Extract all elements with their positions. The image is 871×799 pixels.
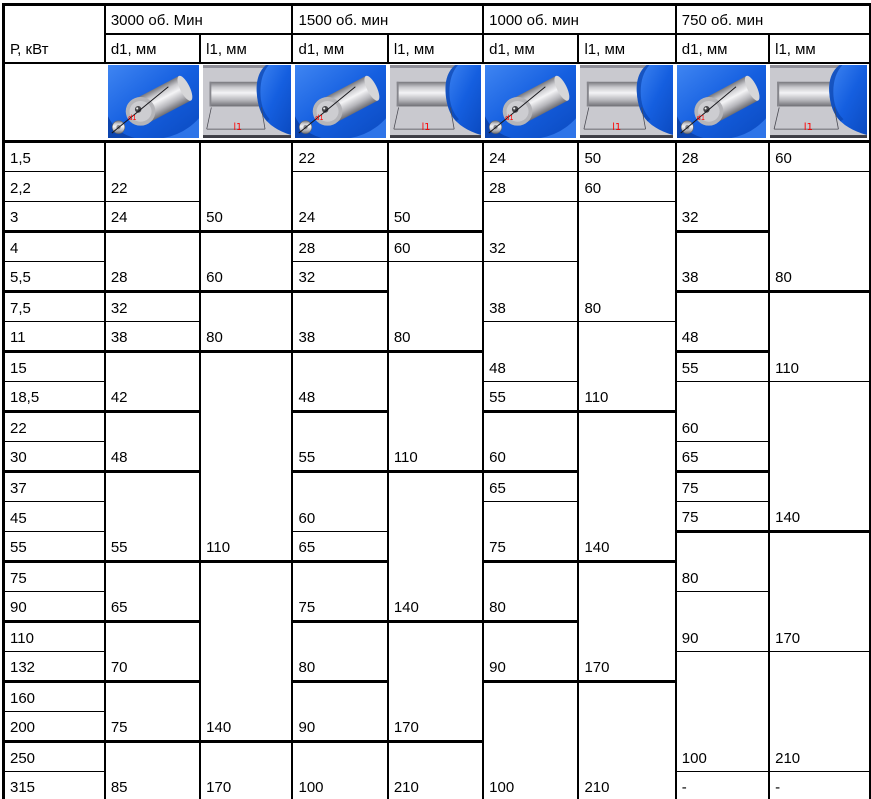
- d1-value-cell: 75: [676, 471, 769, 501]
- power-cell: 110: [4, 621, 105, 651]
- d1-value-cell: 28: [676, 141, 769, 171]
- backdrop-bottom-edge: [770, 135, 867, 138]
- l1-value-cell: 140: [200, 561, 292, 741]
- d1-dimension-label: d1: [696, 113, 705, 122]
- l1-value-cell: 170: [578, 561, 675, 681]
- power-cell: 315: [4, 771, 105, 799]
- l1-header-750: l1, мм: [769, 34, 870, 63]
- d1-value-cell: 22: [292, 141, 387, 171]
- l1-value-cell: 80: [200, 291, 292, 351]
- power-cell: 90: [4, 591, 105, 621]
- power-cell: 75: [4, 561, 105, 591]
- motor-shaft-l1-image: [201, 64, 293, 140]
- shaft-center-hole-glint: [513, 107, 515, 109]
- d1-value-cell: 90: [292, 681, 387, 741]
- dimension-header-row: [4, 34, 871, 63]
- d1-dimension-label: d1: [128, 113, 137, 122]
- power-cell: 37: [4, 471, 105, 501]
- d1-value-cell: 32: [676, 171, 769, 231]
- speed-header-1500: 1500 об. мин: [292, 5, 483, 34]
- backdrop-bottom-edge: [390, 135, 481, 138]
- table-row: [4, 351, 871, 381]
- l1-value-cell: 170: [769, 531, 870, 651]
- l1-value-cell: 210: [769, 651, 870, 771]
- power-cell: 160: [4, 681, 105, 711]
- d1-value-cell: -: [676, 771, 769, 799]
- d1-value-cell: 75: [483, 501, 578, 561]
- power-cell: 11: [4, 321, 105, 351]
- speed-header-3000: 3000 об. Мин: [105, 5, 293, 34]
- d1-value-cell: 55: [292, 411, 387, 471]
- d1-value-cell: 60: [292, 471, 387, 531]
- d1-header-750: d1, мм: [676, 34, 769, 63]
- table-row: [4, 471, 871, 501]
- power-cell: 4: [4, 231, 105, 261]
- l1-value-cell: -: [769, 771, 870, 799]
- image-row-body: [4, 63, 871, 142]
- d1-value-cell: 38: [292, 291, 387, 351]
- d1-value-cell: 70: [105, 621, 200, 681]
- d1-value-cell: 38: [483, 261, 578, 321]
- d1-value-cell: 100: [483, 681, 578, 799]
- d1-value-cell: 28: [105, 231, 200, 291]
- l1-dimension-label: l1: [421, 121, 431, 133]
- d1-value-cell: 48: [676, 291, 769, 351]
- power-cell: 22: [4, 411, 105, 441]
- d1-header-3000: d1, мм: [105, 34, 200, 63]
- l1-header-1000: l1, мм: [578, 34, 675, 63]
- d1-header-1500: d1, мм: [292, 34, 387, 63]
- table-row: [4, 231, 871, 261]
- power-cell: 45: [4, 501, 105, 531]
- motor-shaft-d1-image: [106, 64, 201, 140]
- d1-value-cell: 38: [105, 321, 200, 351]
- d1-value-cell: 55: [483, 381, 578, 411]
- power-cell: 3: [4, 201, 105, 231]
- l1-value-cell: 110: [388, 351, 483, 471]
- d1-value-cell: 55: [105, 471, 200, 561]
- table-header: [4, 5, 871, 63]
- l1-dimension-label: l1: [612, 121, 622, 133]
- d1-value-cell: 80: [483, 561, 578, 621]
- d1-dimension-label: d1: [315, 113, 324, 122]
- l1-value-cell: 110: [200, 351, 292, 561]
- shaft-left-cap: [209, 81, 211, 106]
- d1-value-cell: 90: [483, 621, 578, 681]
- d1-value-cell: 75: [292, 561, 387, 621]
- speed-header-750: 750 об. мин: [676, 5, 871, 34]
- backdrop-bottom-edge: [580, 135, 673, 138]
- l1-dimension-label: l1: [803, 121, 814, 133]
- speed-header-row: [4, 5, 871, 34]
- shaft-center-hole-glint: [705, 107, 707, 109]
- d1-value-cell: 60: [483, 411, 578, 471]
- table-row: [4, 141, 871, 171]
- power-column-header: Р, кВт: [4, 5, 105, 63]
- l1-header-1500: l1, мм: [388, 34, 483, 63]
- d1-value-cell: 48: [105, 411, 200, 471]
- motor-shaft-d1-image: [675, 64, 768, 140]
- shaft-dimensions-table: [2, 3, 871, 799]
- d1-value-cell: 22: [105, 141, 200, 201]
- power-cell: 15: [4, 351, 105, 381]
- d1-value-cell: 48: [292, 351, 387, 411]
- shaft-center-hole-glint: [323, 107, 325, 109]
- d1-value-cell: 80: [292, 621, 387, 681]
- d1-value-cell: 80: [676, 531, 769, 591]
- l1-value-cell: 210: [578, 681, 675, 799]
- shaft-side-view: [397, 81, 453, 106]
- d1-value-cell: 55: [676, 351, 769, 381]
- l1-value-cell: 50: [200, 141, 292, 231]
- power-cell: 55: [4, 531, 105, 561]
- motor-shaft-l1-image: [578, 64, 675, 140]
- l1-value-cell: 170: [200, 741, 292, 799]
- shaft-images-cell: [4, 63, 871, 142]
- d1-value-cell: 65: [105, 561, 200, 621]
- shaft-left-cap: [587, 81, 589, 106]
- l1-value-cell: 50: [388, 141, 483, 231]
- l1-value-cell: 170: [388, 621, 483, 741]
- l1-value-cell: 110: [769, 291, 870, 381]
- power-cell: 2,2: [4, 171, 105, 201]
- shaft-side-view: [209, 81, 263, 106]
- d1-value-cell: 100: [676, 651, 769, 771]
- l1-value-cell: 80: [769, 171, 870, 291]
- d1-value-cell: 65: [483, 471, 578, 501]
- shaft-images-row-flex: [5, 64, 869, 140]
- l1-value-cell: 50: [578, 141, 675, 171]
- power-cell: 18,5: [4, 381, 105, 411]
- l1-dimension-label: l1: [233, 121, 243, 133]
- d1-value-cell: 85: [105, 741, 200, 799]
- d1-value-cell: 90: [676, 591, 769, 651]
- d1-value-cell: 32: [105, 291, 200, 321]
- d1-header-1000: d1, мм: [483, 34, 578, 63]
- d1-value-cell: 28: [483, 171, 578, 201]
- d1-value-cell: 65: [292, 531, 387, 561]
- shaft-left-cap: [777, 81, 779, 106]
- power-cell: 250: [4, 741, 105, 771]
- l1-header-3000: l1, мм: [200, 34, 292, 63]
- motor-shaft-l1-image: [388, 64, 483, 140]
- d1-value-cell: 75: [105, 681, 200, 741]
- d1-dimension-label: d1: [505, 113, 514, 122]
- image-row-spacer: [5, 64, 106, 140]
- l1-value-cell: 60: [200, 231, 292, 291]
- d1-value-cell: 65: [676, 441, 769, 471]
- shaft-images-row: [4, 63, 871, 142]
- backdrop-bottom-edge: [203, 135, 291, 138]
- l1-value-cell: 210: [388, 741, 483, 799]
- shaft-side-view: [777, 81, 836, 106]
- d1-value-cell: 24: [292, 171, 387, 231]
- d1-value-cell: 24: [105, 201, 200, 231]
- d1-value-cell: 32: [292, 261, 387, 291]
- l1-value-cell: 140: [578, 411, 675, 561]
- power-cell: 7,5: [4, 291, 105, 321]
- l1-value-cell: 60: [578, 171, 675, 201]
- power-cell: 1,5: [4, 141, 105, 171]
- shaft-side-view: [587, 81, 644, 106]
- l1-value-cell: 110: [578, 321, 675, 411]
- speed-header-1000: 1000 об. мин: [483, 5, 676, 34]
- d1-value-cell: 75: [676, 501, 769, 531]
- d1-value-cell: 100: [292, 741, 387, 799]
- l1-value-cell: 60: [388, 231, 483, 261]
- motor-shaft-d1-image: [293, 64, 388, 140]
- table-body: [4, 141, 871, 799]
- l1-value-cell: 60: [769, 141, 870, 171]
- shaft-center-hole-glint: [136, 107, 138, 109]
- d1-value-cell: 32: [483, 201, 578, 261]
- l1-value-cell: 140: [769, 381, 870, 531]
- d1-value-cell: 48: [483, 321, 578, 381]
- power-cell: 5,5: [4, 261, 105, 291]
- d1-value-cell: 24: [483, 141, 578, 171]
- shaft-left-cap: [397, 81, 399, 106]
- d1-value-cell: 28: [292, 231, 387, 261]
- d1-value-cell: 42: [105, 351, 200, 411]
- l1-value-cell: 140: [388, 471, 483, 621]
- power-cell: 132: [4, 651, 105, 681]
- d1-value-cell: 60: [676, 381, 769, 441]
- d1-value-cell: 38: [676, 231, 769, 291]
- l1-value-cell: 80: [578, 201, 675, 321]
- l1-value-cell: 80: [388, 261, 483, 351]
- motor-shaft-l1-image: [768, 64, 869, 140]
- power-cell: 200: [4, 711, 105, 741]
- power-cell: 30: [4, 441, 105, 471]
- motor-shaft-d1-image: [483, 64, 578, 140]
